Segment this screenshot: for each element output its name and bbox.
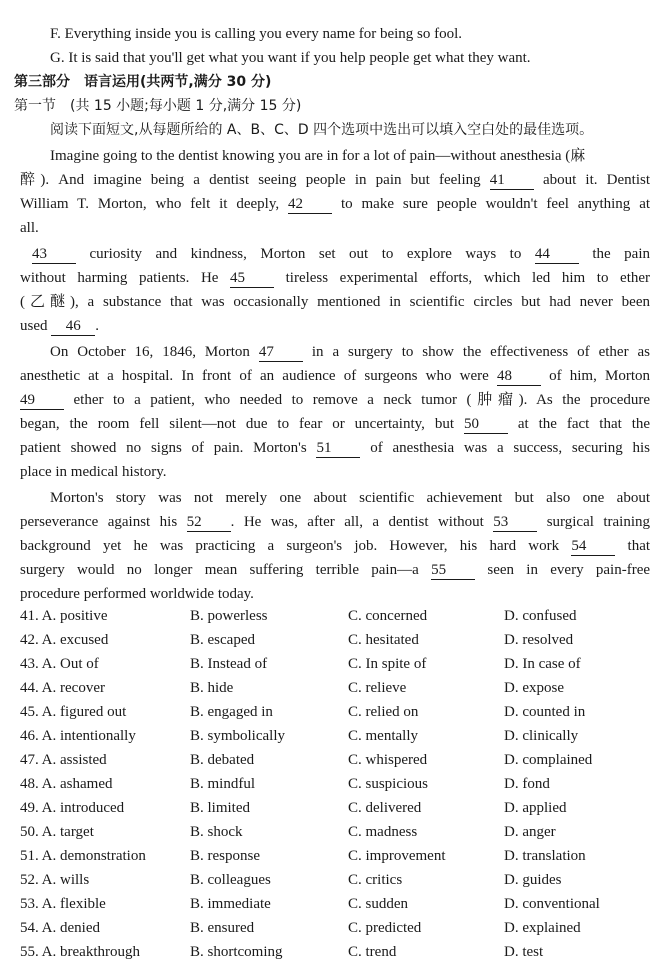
passage-line	[20, 192, 650, 216]
passage-text: in a surgery to show the effectiveness of ether as	[311, 344, 651, 360]
option-row-52	[20, 868, 650, 892]
option-b[interactable]: B. limited	[190, 800, 250, 816]
option-row-49	[20, 796, 650, 820]
option-b[interactable]: B. symbolically	[190, 728, 285, 744]
option-d[interactable]: D. counted in	[504, 704, 586, 720]
blank-55[interactable]: 55	[431, 561, 475, 580]
passage-text: that	[627, 538, 651, 554]
option-a[interactable]: 47. A. assisted	[20, 752, 107, 768]
option-a[interactable]: 49. A. introduced	[20, 800, 125, 816]
option-a[interactable]: 43. A. Out of	[20, 656, 99, 672]
option-b[interactable]: B. response	[190, 848, 260, 864]
passage-text: to make sure people wouldn't feel anything at	[340, 196, 651, 212]
option-row-44	[20, 676, 650, 700]
option-d[interactable]: D. In case of	[504, 656, 581, 672]
option-c[interactable]: C. sudden	[348, 896, 408, 912]
passage-text: seen in every pain-free	[487, 562, 651, 578]
option-d[interactable]: D. clinically	[504, 728, 579, 744]
passage-line	[20, 314, 650, 338]
instructions: 阅读下面短文,从每题所给的 A、B、C、D 四个选项中选出可以填入空白处的最佳选项。	[50, 122, 594, 138]
passage-line	[20, 168, 650, 192]
blank-43[interactable]: 43	[32, 245, 76, 264]
passage-text: tireless experimental efforts, which led him to ether	[285, 270, 651, 286]
option-row-43	[20, 652, 650, 676]
option-c[interactable]: C. trend	[348, 944, 397, 960]
passage-line: place in medical history.	[20, 464, 167, 480]
blank-46[interactable]: 46	[51, 317, 95, 336]
blank-48[interactable]: 48	[497, 367, 541, 386]
part-title: 第三部分 语言运用(共两节,满分 30 分)	[14, 74, 272, 90]
passage-line	[20, 266, 650, 290]
option-b[interactable]: B. ensured	[190, 920, 255, 936]
passage-text: surgery would no longer mean suffering terrible pain—a	[20, 562, 419, 578]
passage-line	[20, 388, 650, 412]
option-row-51	[20, 844, 650, 868]
passage-text: curiosity and kindness, Morton set out to explore ways to	[89, 246, 522, 262]
option-b[interactable]: B. colleagues	[190, 872, 271, 888]
option-a[interactable]: 45. A. figured out	[20, 704, 127, 720]
passage-line	[20, 340, 650, 364]
option-row-41	[20, 604, 650, 628]
option-d[interactable]: D. confused	[504, 608, 577, 624]
option-c[interactable]: C. hesitated	[348, 632, 419, 648]
option-b[interactable]: B. immediate	[190, 896, 271, 912]
option-c[interactable]: C. In spite of	[348, 656, 427, 672]
option-d[interactable]: D. expose	[504, 680, 564, 696]
option-row-48	[20, 772, 650, 796]
option-b[interactable]: B. shock	[190, 824, 243, 840]
passage-line	[20, 510, 650, 534]
passage-line	[20, 242, 650, 266]
passage-text: began, the room fell silent—not due to fear or uncertainty, but	[20, 416, 454, 432]
passage-text: of him, Morton	[549, 368, 651, 384]
passage-line: (乙醚), a substance that was occasionally mentioned in scientific circles but had never been	[20, 294, 650, 310]
option-a[interactable]: 53. A. flexible	[20, 896, 106, 912]
option-row-55	[20, 940, 650, 964]
passage-line: procedure performed worldwide today.	[20, 586, 254, 602]
option-c[interactable]: C. madness	[348, 824, 418, 840]
passage-line	[20, 534, 650, 558]
option-d[interactable]: D. fond	[504, 776, 550, 792]
option-a[interactable]: 42. A. excused	[20, 632, 109, 648]
option-b[interactable]: B. Instead of	[190, 656, 268, 672]
blank-51[interactable]: 51	[316, 439, 360, 458]
option-d[interactable]: D. resolved	[504, 632, 574, 648]
passage-text: perseverance against his	[20, 514, 178, 530]
option-b[interactable]: B. debated	[190, 752, 255, 768]
option-a[interactable]: 46. A. intentionally	[20, 728, 136, 744]
passage-text: William T. Morton, who felt it deeply,	[20, 196, 280, 212]
passage-text: without harming patients. He	[20, 270, 219, 286]
option-row-42	[20, 628, 650, 652]
option-c[interactable]: C. relieve	[348, 680, 407, 696]
option-c[interactable]: C. relied on	[348, 704, 419, 720]
option-c[interactable]: C. mentally	[348, 728, 418, 744]
passage-text: used	[20, 318, 48, 334]
option-a[interactable]: 41. A. positive	[20, 608, 108, 624]
passage-line: Morton's story was not merely one about scientific achievement but also one about	[50, 490, 650, 506]
passage-line	[20, 412, 650, 436]
option-row-50	[20, 820, 650, 844]
option-a[interactable]: 50. A. target	[20, 824, 94, 840]
blank-41[interactable]: 41	[490, 171, 534, 190]
option-d[interactable]: D. explained	[504, 920, 581, 936]
option-c[interactable]: C. improvement	[348, 848, 446, 864]
passage-text: background yet he was practicing a surgeon's job. However, his hard work	[20, 538, 560, 554]
blank-50[interactable]: 50	[464, 415, 508, 434]
option-c[interactable]: C. whispered	[348, 752, 428, 768]
passage-text: 醉). And imagine being a dentist seeing people in pain but feeling	[20, 172, 481, 188]
option-c[interactable]: C. critics	[348, 872, 403, 888]
option-f: F. Everything inside you is calling you every name for being so fool.	[50, 26, 463, 42]
option-row-54	[20, 916, 650, 940]
option-c[interactable]: C. concerned	[348, 608, 428, 624]
option-a[interactable]: 48. A. ashamed	[20, 776, 113, 792]
passage-text: of anesthesia was a success, securing his	[370, 440, 650, 456]
option-c[interactable]: C. predicted	[348, 920, 422, 936]
option-g: G. It is said that you'll get what you want if you help people get what they want.	[50, 50, 531, 66]
passage-text: about it. Dentist	[542, 172, 650, 188]
passage-text: patient showed no signs of pain. Morton's	[20, 440, 307, 456]
option-a[interactable]: 55. A. breakthrough	[20, 944, 140, 960]
option-d[interactable]: D. conventional	[504, 896, 600, 912]
option-row-53	[20, 892, 650, 916]
passage-text: On October 16, 1846, Morton	[50, 344, 250, 360]
option-d[interactable]: D. translation	[504, 848, 586, 864]
section-subtitle: 第一节 (共 15 小题;每小题 1 分,满分 15 分)	[14, 98, 302, 114]
option-b[interactable]: B. engaged in	[190, 704, 273, 720]
option-c[interactable]: C. suspicious	[348, 776, 429, 792]
option-a[interactable]: 52. A. wills	[20, 872, 90, 888]
passage-text: anesthetic at a hospital. In front of an audience of surgeons who were	[20, 368, 489, 384]
passage-text: at the fact that the	[517, 416, 651, 432]
option-b[interactable]: B. shortcoming	[190, 944, 283, 960]
passage-line	[20, 558, 650, 582]
option-d[interactable]: D. anger	[504, 824, 556, 840]
passage-text: surgical training	[546, 514, 651, 530]
option-row-46	[20, 724, 650, 748]
option-row-45	[20, 700, 650, 724]
passage-text: ether to a patient, who needed to remove a neck tumor (肿瘤). As the procedure	[73, 392, 651, 408]
passage-line	[20, 364, 650, 388]
blank-42[interactable]: 42	[288, 195, 332, 214]
option-a[interactable]: 54. A. denied	[20, 920, 100, 936]
option-b[interactable]: B. hide	[190, 680, 234, 696]
blank-52[interactable]: 52	[187, 513, 231, 532]
blank-53[interactable]: 53	[493, 513, 537, 532]
option-d[interactable]: D. test	[504, 944, 544, 960]
passage-line: Imagine going to the dentist knowing you are in for a lot of pain—without anesthesia (麻	[50, 148, 586, 164]
option-a[interactable]: 51. A. demonstration	[20, 848, 146, 864]
blank-44[interactable]: 44	[535, 245, 579, 264]
blank-54[interactable]: 54	[571, 537, 615, 556]
option-d[interactable]: D. complained	[504, 752, 593, 768]
option-b[interactable]: B. powerless	[190, 608, 268, 624]
option-a[interactable]: 44. A. recover	[20, 680, 105, 696]
passage-line	[20, 436, 650, 460]
blank-49[interactable]: 49	[20, 391, 64, 410]
passage-text: the pain	[592, 246, 651, 262]
blank-47[interactable]: 47	[259, 343, 303, 362]
option-c[interactable]: C. delivered	[348, 800, 422, 816]
option-b[interactable]: B. escaped	[190, 632, 255, 648]
passage-text: . He was, after all, a dentist without	[230, 514, 484, 530]
option-b[interactable]: B. mindful	[190, 776, 256, 792]
option-d[interactable]: D. guides	[504, 872, 562, 888]
passage-line: all.	[20, 220, 39, 236]
option-row-47	[20, 748, 650, 772]
option-d[interactable]: D. applied	[504, 800, 567, 816]
blank-45[interactable]: 45	[230, 269, 274, 288]
passage-text: .	[95, 318, 99, 334]
